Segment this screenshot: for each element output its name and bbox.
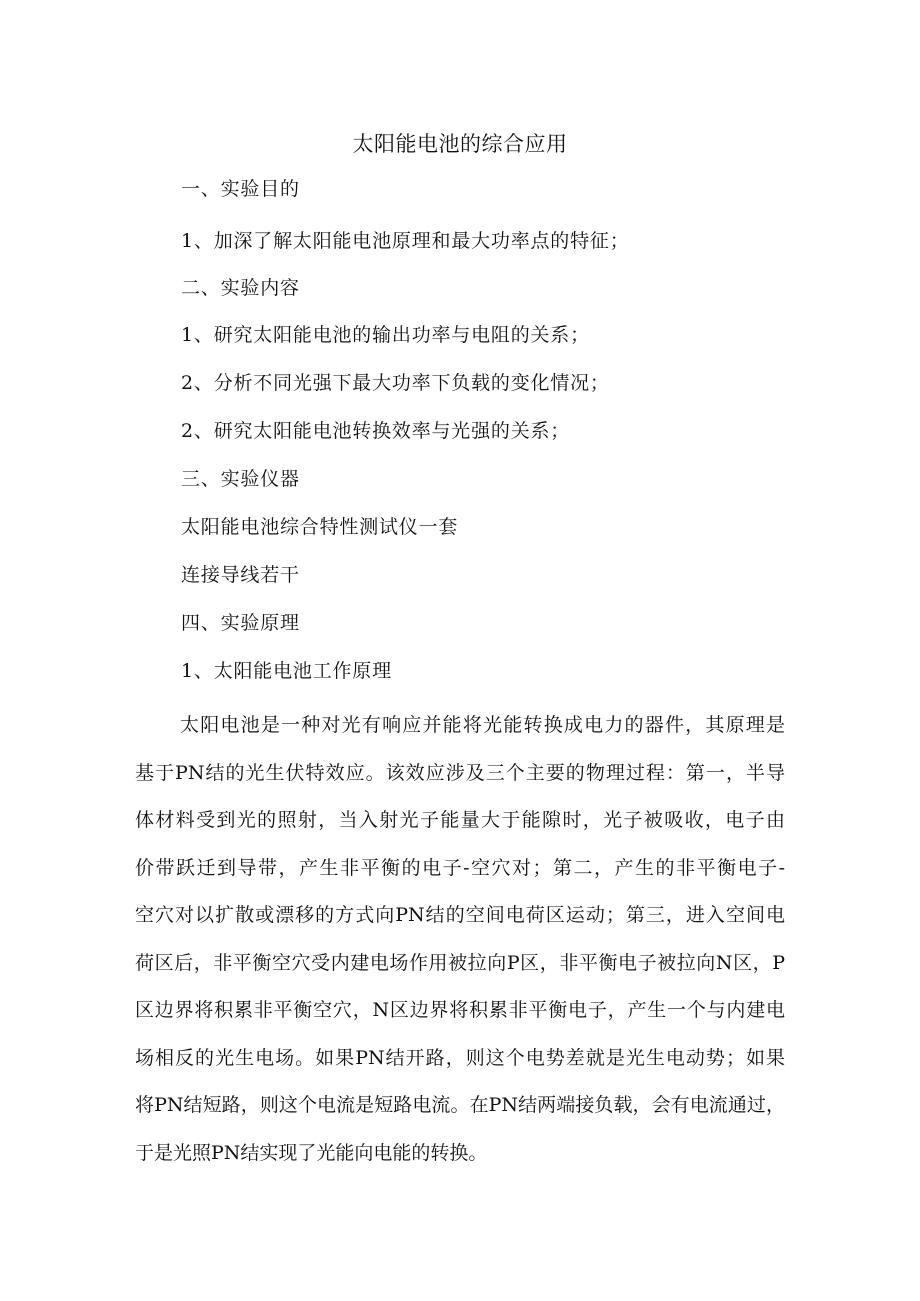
section-heading-purpose: 一、实验目的 bbox=[181, 178, 300, 200]
content-item-3: 2、研究太阳能电池转换效率与光强的关系； bbox=[181, 420, 571, 442]
section-heading-instruments: 三、实验仪器 bbox=[181, 468, 300, 490]
instrument-item-2: 连接导线若干 bbox=[181, 564, 300, 586]
purpose-item-1: 1、加深了解太阳能电池原理和最大功率点的特征； bbox=[181, 230, 630, 252]
content-item-2: 2、分析不同光强下最大功率下负载的变化情况； bbox=[181, 372, 610, 394]
paragraph-line: 太阳电池是一种对光有响应并能将光能转换成电力的器件，其原理是 bbox=[180, 714, 785, 736]
content-item-1: 1、研究太阳能电池的输出功率与电阻的关系； bbox=[181, 324, 590, 346]
paragraph-line: 空穴对以扩散或漂移的方式向PN结的空间电荷区运动；第三，进入空间电 bbox=[135, 904, 785, 926]
paragraph-line: 将PN结短路，则这个电流是短路电流。在PN结两端接负载，会有电流通过， bbox=[135, 1094, 785, 1116]
document-title: 太阳能电池的综合应用 bbox=[352, 132, 568, 156]
paragraph-line: 荷区后，非平衡空穴受内建电场作用被拉向P区，非平衡电子被拉向N区，P bbox=[135, 951, 785, 974]
paragraph-line: 基于PN结的光生伏特效应。该效应涉及三个主要的物理过程：第一，半导 bbox=[135, 761, 785, 784]
section-heading-content: 二、实验内容 bbox=[181, 277, 300, 299]
instrument-item-1: 太阳能电池综合特性测试仪一套 bbox=[181, 516, 459, 538]
subsection-heading-working-principle: 1、太阳能电池工作原理 bbox=[181, 660, 392, 682]
paragraph-line: 场相反的光生电场。如果PN结开路，则这个电势差就是光生电动势；如果 bbox=[135, 1046, 785, 1069]
paragraph-line: 区边界将积累非平衡空穴，N区边界将积累非平衡电子，产生一个与内建电 bbox=[135, 999, 785, 1021]
section-heading-principle: 四、实验原理 bbox=[181, 612, 300, 634]
paragraph-line: 于是光照PN结实现了光能向电能的转换。 bbox=[135, 1141, 488, 1164]
paragraph-line: 价带跃迁到导带，产生非平衡的电子-空穴对；第二，产生的非平衡电子- bbox=[135, 856, 785, 879]
principle-paragraph bbox=[135, 702, 785, 1177]
paragraph-line: 体材料受到光的照射，当入射光子能量大于能隙时，光子被吸收，电子由 bbox=[135, 809, 785, 831]
